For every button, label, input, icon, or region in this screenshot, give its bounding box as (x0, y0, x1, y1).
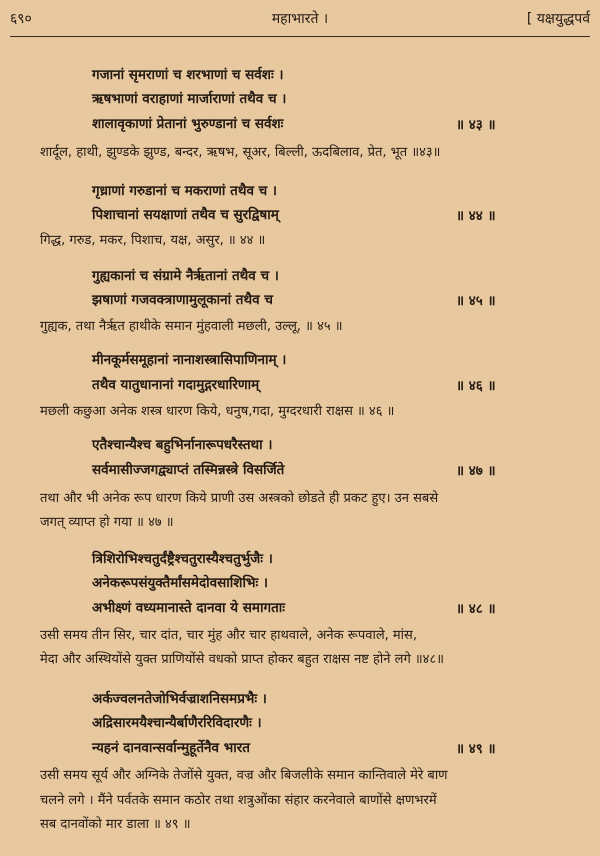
verse-number: ॥ ४६ ॥ (456, 378, 496, 394)
verse-number: ॥ ४४ ॥ (456, 208, 496, 224)
verse-line: पिशाचानां सयक्षाणां तथैव च सुरद्विषाम् (92, 207, 279, 223)
verse-number: ॥ ४९ ॥ (456, 741, 496, 757)
translation-line: मछली कछुआ अनेक शस्त्र धारण किये, धनुष,गदा, मुग्दरधारी राक्षस ॥ ४६ ॥ (40, 404, 395, 419)
verse-line: अभीक्ष्णं वध्यमानास्ते दानवा ये समागताः (92, 600, 285, 616)
verse-line: एतैश्चान्यैश्च बहुभिर्नानारूपधरैस्तथा । (92, 437, 273, 453)
translation-line: जगत् व्याप्त हो गया ॥ ४७ ॥ (40, 515, 174, 530)
running-title: महाभारते । (271, 11, 329, 27)
translation-line: मेदा और अस्थियोंसे युक्त प्राणियोंसे वधको प्राप्त होकर बहुत राक्षस नष्ट होने लगे ॥४८॥ (40, 652, 444, 667)
translation-line: उसी समय तीन सिर, चार दांत, चार मुंह और चार हाथवाले, अनेक रूपवाले, मांस, (40, 628, 417, 643)
translation-line: चलने लगे । मैंने पर्वतके समान कठोर तथा शत्रुओंका संहार करनेवाले बाणोंसे क्षणभरमें (40, 793, 437, 808)
verse-number: ॥ ४७ ॥ (456, 463, 496, 479)
verse-line: शालावृकाणां प्रेतानां भुरुण्डानां च सर्वशः (92, 116, 284, 132)
verse-line: तथैव यातुधानानां गदामुद्गरधारिणाम् (92, 377, 260, 393)
verse-number: ॥ ४८ ॥ (456, 601, 496, 617)
verse-line: गजानां सृमराणां च शरभाणां च सर्वशः । (92, 67, 284, 83)
translation-line: सब दानवोंको मार डाला ॥ ४९ ॥ (40, 817, 191, 832)
page-header (10, 9, 590, 33)
section-title: [ यक्षयुद्धपर्व (526, 11, 590, 27)
verse-line: अनेकरूपसंयुक्तैर्मांसमेदोवसाशिभिः । (92, 575, 268, 591)
verse-line: अद्रिसारमयैश्चान्यैर्बाणैररिविदारणैः । (92, 715, 262, 731)
translation-line: तथा और भी अनेक रूप धारण किये प्राणी उस अस्त्रको छोडते ही प्रकट हुए। उन सबसे (40, 491, 439, 506)
translation-line: शार्दूल, हाथी, झुण्डके झुण्ड, बन्दर, ऋषभ, सूअर, बिल्ली, ऊदबिलाव, प्रेत, भूत ॥४३॥ (40, 145, 441, 160)
header-rule (10, 36, 590, 37)
verse-line: गुह्यकानां च संग्रामे नैर्ऋतानां तथैव च । (92, 268, 279, 284)
verse-line: झषाणां गजवक्त्राणामुलूकानां तथैव च (92, 292, 273, 308)
verse-line: अर्कज्वलनतेजोभिर्वज्राशनिसमप्रभैः । (92, 691, 267, 707)
verse-line: ऋषभाणां वराहाणां मार्जाराणां तथैव च । (92, 91, 287, 107)
verse-line: मीनकूर्मसमूहानां नानाशस्त्रासिपाणिनाम् । (92, 352, 287, 368)
verse-line: गृध्राणां गरुडानां च मकराणां तथैव च । (92, 183, 278, 199)
translation-line: गुह्यक, तथा नैर्ऋत हाथीके समान मुंहवाली मछली, उल्लू, ॥ ४५ ॥ (40, 319, 343, 334)
verse-line: सर्वमासीज्जगद्व्याप्तं तस्मिन्नस्त्रे विसर्जिते (92, 462, 285, 478)
verse-line: न्यहनं दानवान्सर्वान्मुहूर्तेनैव भारत (92, 740, 250, 756)
verse-number: ॥ ४५ ॥ (456, 293, 496, 309)
translation-line: उसी समय सूर्य और अग्निके तेजोंसे युक्त, वज्र और बिजलीके समान कान्तिवाले मेरे बाण (40, 768, 448, 783)
verse-number: ॥ ४३ ॥ (456, 117, 496, 133)
page-number: ६९० (10, 11, 32, 27)
verse-line: त्रिशिरोभिश्चतुर्दंष्ट्रैश्चतुरास्यैश्चतुर्भुजैः । (92, 551, 273, 567)
translation-line: गिद्ध, गरुड, मकर, पिशाच, यक्ष, असुर, ॥ ४४ ॥ (40, 233, 266, 248)
